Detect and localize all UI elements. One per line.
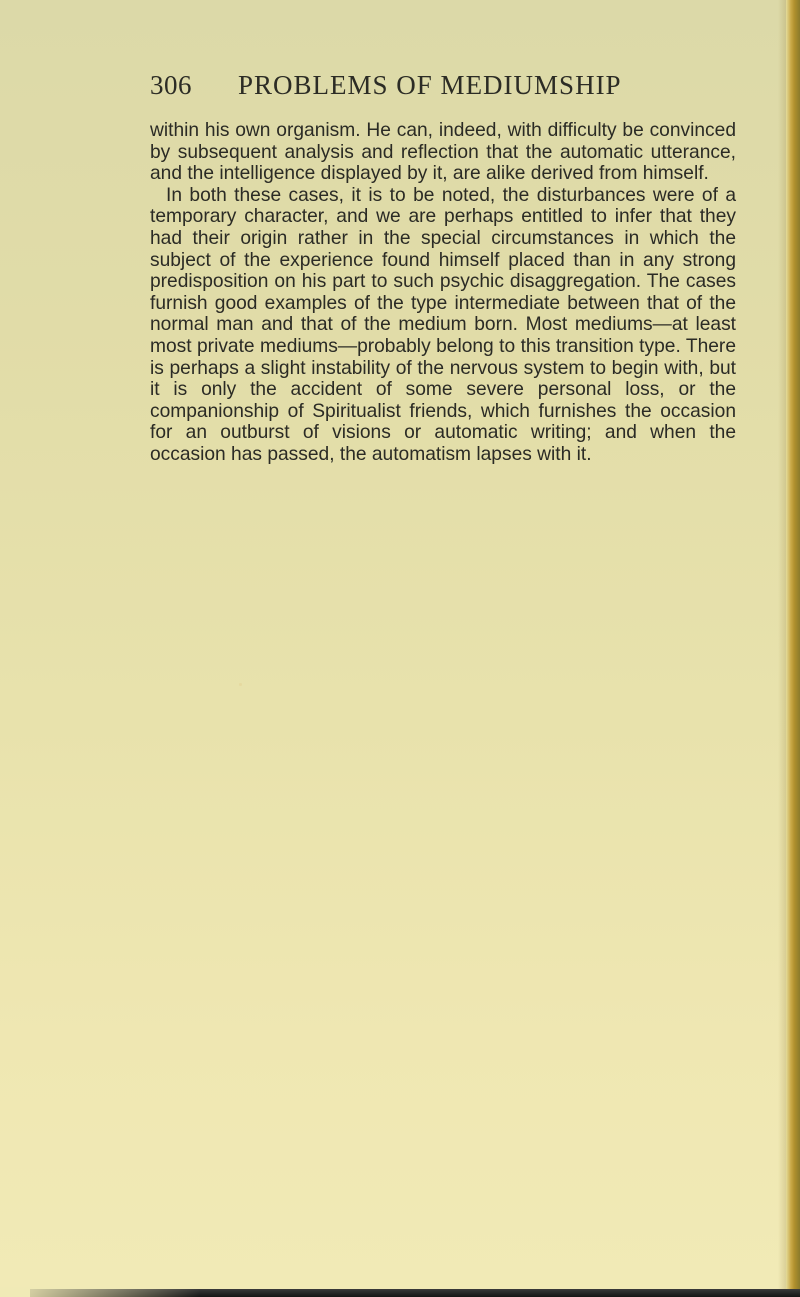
paragraph-continuation: within his own organism. He can, indeed, with difficulty be convinced by subsequent analysis and reflection that the automatic utterance, and the intelligence displayed by it, are alike derived from himself. — [150, 120, 736, 185]
body-text — [150, 120, 736, 466]
binding-shadow — [778, 0, 786, 1297]
page-number: 306 — [150, 70, 192, 100]
page-edge-right — [786, 0, 800, 1297]
page-header — [150, 70, 750, 110]
paragraph: In both these cases, it is to be noted, the disturbances were of a temporary character, and we are perhaps entitled to infer that they had their origin rather in the special circumstances in which the subject of the experience found himself placed than in any strong predisposition on his part to such psychic disaggregation. The cases furnish good examples of the type intermediate between that of the normal man and that of the medium born. Most mediums—at least most private mediums—probably belong to this transition type. There is perhaps a slight instability of the nervous system to begin with, but it is only the accident of some severe personal loss, or the companionship of Spiritualist friends, which furnishes the occasion for an outburst of visions or automatic writing; and when the occasion has passed, the automatism lapses with it. — [150, 184, 736, 465]
paper-speck — [239, 683, 242, 686]
running-title: PROBLEMS OF MEDIUMSHIP — [238, 70, 622, 100]
bottom-edge-fade — [0, 1287, 200, 1297]
